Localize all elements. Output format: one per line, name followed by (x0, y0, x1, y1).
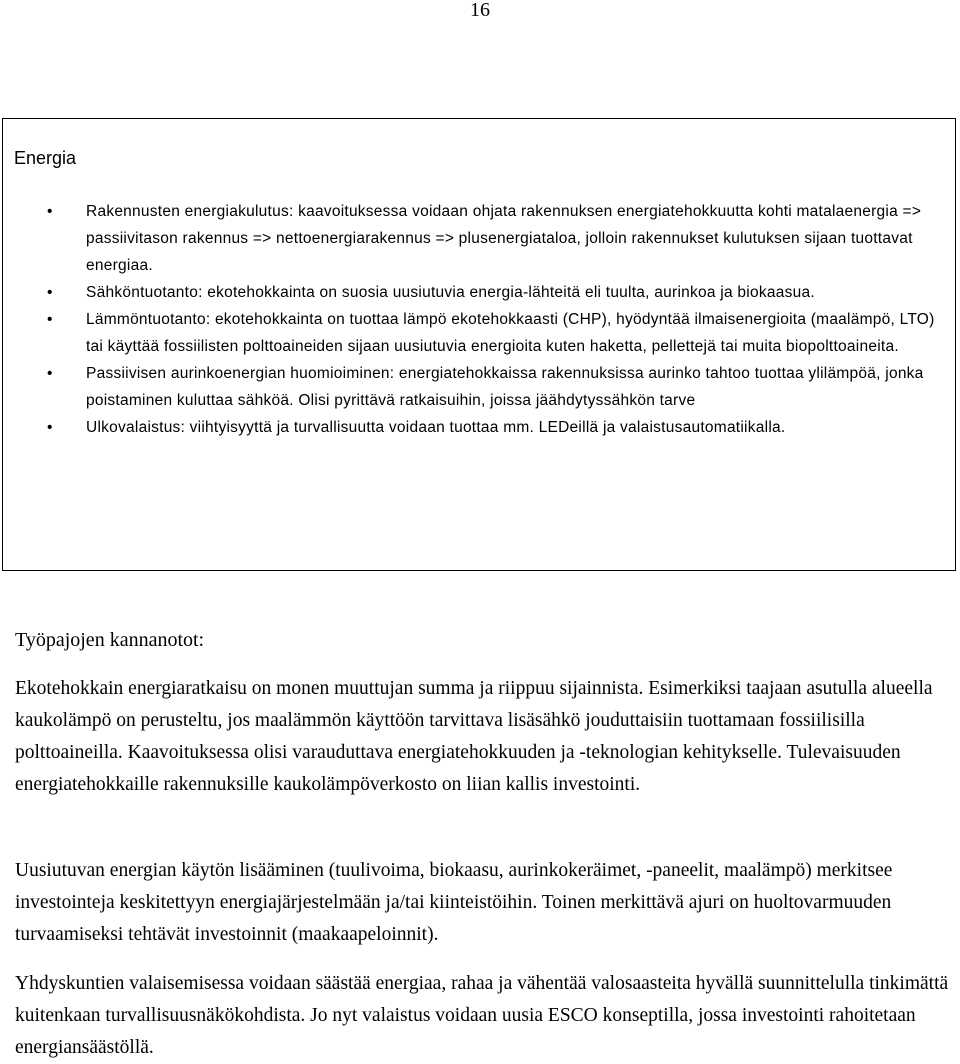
paragraph-renewable-energy: Uusiutuvan energian käytön lisääminen (tuulivoima, biokaasu, aurinkokeräimet, -paneelit, maalämpö) merkitsee investointeja keskitettyyn energiajärjestelmään ja/tai kiinteistöihin. Toinen merkittävä ajuri on huoltovarmuuden turvaamiseksi tehtävät investoinnit (maakaapeloinnit). (15, 860, 893, 945)
box-title: Energia (14, 148, 77, 168)
bullet-passive-solar: • Passiivisen aurinkoenergian huomioiminen: energiatehokkaissa rakennuksissa aurinko tahtoo tuottaa ylilämpöä, jonka poistaminen kuluttaa sähköä. Olisi pyrittävä ratkaisuihin, joissa jäähdytyssähkön tarve (38, 360, 938, 414)
bullet-outdoor-lighting: • Ulkovalaistus: viihtyisyyttä ja turvallisuutta voidaan tuottaa mm. LEDeillä ja valaistusautomatiikalla. (38, 414, 938, 441)
bullet-building-energy: • Rakennusten energiakulutus: kaavoituksessa voidaan ohjata rakennuksen energiatehokkuutta kohti matalaenergia => passiivitason rakennus => nettoenergiarakennus => plusenergiataloa, jolloin rakennukset kulutuksen sijaan tuottavat energiaa. (38, 198, 938, 279)
bullet-heat-production: • Lämmöntuotanto: ekotehokkainta on tuottaa lämpö ekotehokkaasti (CHP), hyödyntää ilmaisenergioita (maalämpö, LTO) tai käyttää fossiilisten polttoaineiden sijaan uusiutuvia energioita kuten haketta, pellettejä tai muita biopolttoaineita. (38, 306, 938, 360)
paragraph-community-lighting: Yhdyskuntien valaisemisessa voidaan säästää energiaa, rahaa ja vähentää valosaasteita hyvällä suunnittelulla tinkimättä kuitenkaan turvallisuusnäkökohdista. Jo nyt valaistus voidaan uusia ESCO konseptilla, jossa investointi rahoitetaan energiansäästöllä. (15, 973, 949, 1058)
bullet-electricity-production: • Sähköntuotanto: ekotehokkainta on suosia uusiutuvia energia-lähteitä eli tuulta, aurinkoa ja biokaasua. (38, 279, 938, 306)
section-heading: Työpajojen kannanotot: (15, 629, 205, 651)
page-number: 16 (470, 0, 490, 21)
paragraph-energy-solution: Ekotehokkain energiaratkaisu on monen muuttujan summa ja riippuu sijainnista. Esimerkiksi taajaan asutulla alueella kaukolämpö on perusteltu, jos maalämmön käyttöön tarvittava lisäsähkö jouduttaisiin tuottamaan fossiilisilla polttoaineilla. Kaavoituksessa olisi varauduttava energiatehokkuuden ja -teknologian kehitykselle. Tulevaisuuden energiatehokkaille rakennuksille kaukolämpöverkosto on liian kallis investointi. (15, 678, 933, 795)
energy-bullet-list (38, 198, 938, 441)
